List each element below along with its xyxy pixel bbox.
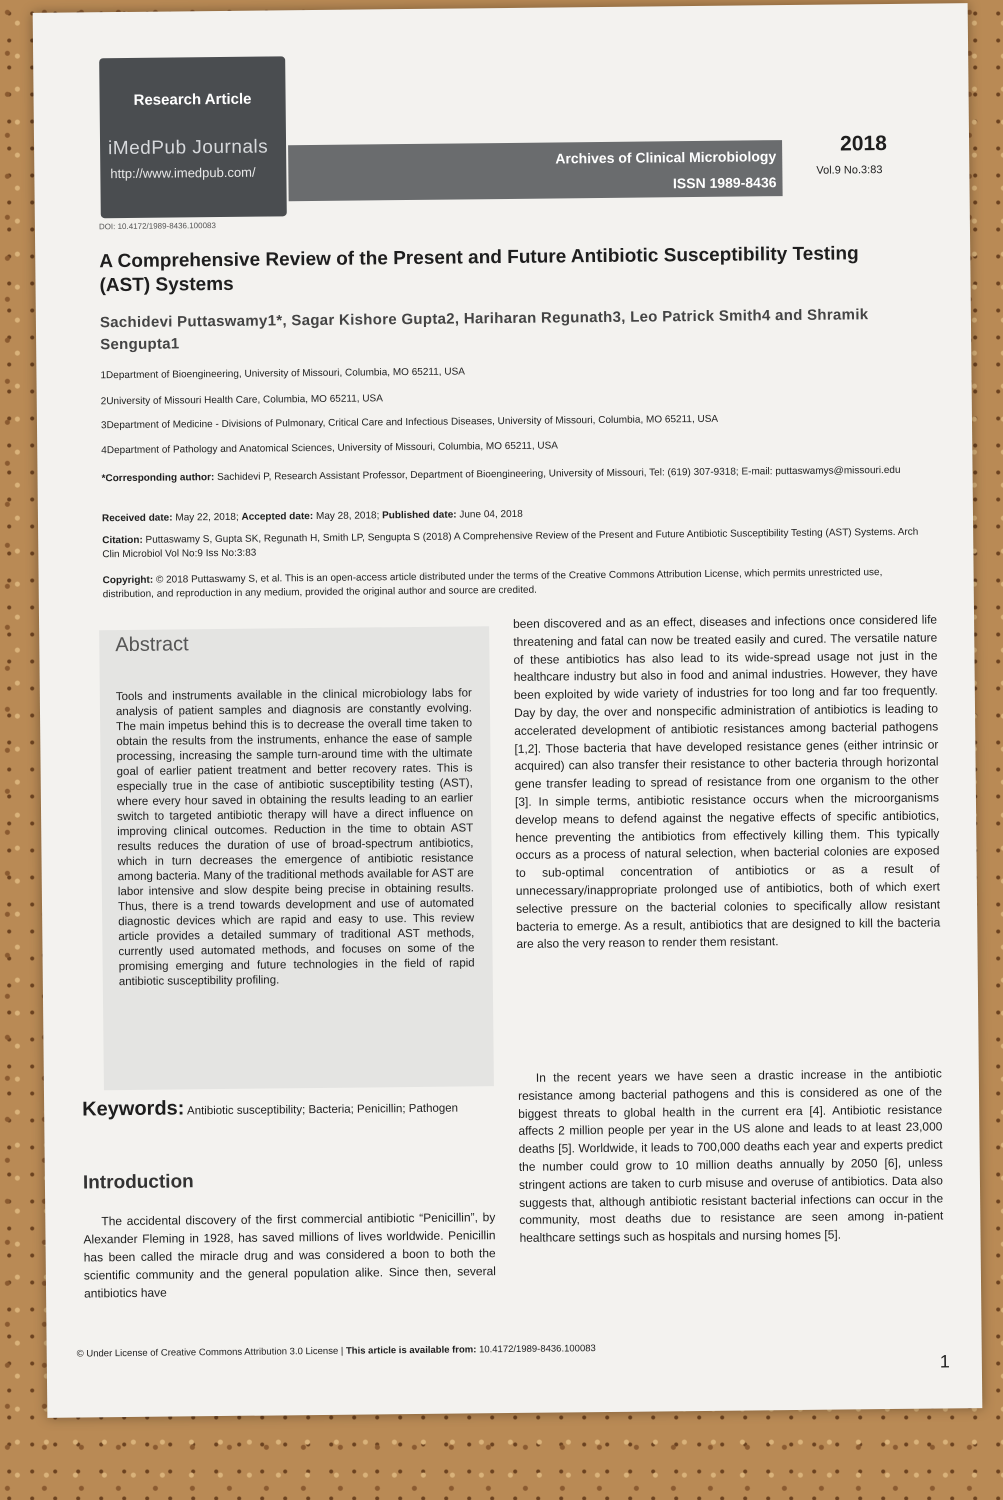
volume-info: Vol.9 No.3:83 [816,164,883,177]
journal-name: Archives of Clinical Microbiology [555,148,777,167]
publisher-badge [99,56,287,218]
introduction-paragraph: The accidental discovery of the first commercial antibiotic “Penicillin”, by Alexander Fleming in 1928, has saved millions of lives worldwide. Penicillin has been called the miracle drug and was considered a boon to both the scientific community and the general population alike. Since then, several antibiotics have [83,1210,496,1301]
footer-license: © Under License of Creative Commons Attribution 3.0 License | [76,1345,344,1360]
copyright-label: Copyright: [102,574,154,587]
publication-year: 2018 [839,131,887,156]
corresponding-label: *Corresponding author: [101,472,215,485]
copyright [103,566,933,603]
abstract-heading: Abstract [115,633,189,657]
publisher-url: http://www.imedpub.com/ [110,164,256,182]
author-list: Sachidevi Puttaswamy1*, Sagar Kishore Gupta2, Hariharan Regunath3, Leo Patrick Smith4 and Shramik Sengupta1 [99,306,869,354]
page-footer [77,1343,596,1359]
doi: DOI: 10.4172/1989-8436.100083 [98,221,216,232]
introduction-heading: Introduction [82,1171,194,1194]
abstract-text: Tools and instruments available in the clinical microbiology labs for analysis of patient samples and diagnosis are constantly evolving. The main impetus behind this is to decrease the overall time taken to obtain the results from the instruments, enhance the ease of sample processing, increasing the sample turn-around time with the ultimate goal of earlier patient treatment and better recovery rates. This is especially true in the case of antibiotic susceptibility testing (AST), where every hour saved in obtaining the results leading to an earlier switch to targeted antibiotic therapy will have a direct influence on improving clinical outcomes. Reduction in the time to obtain AST results reduces the duration of use of broad-spectrum antibiotics, which in turn decreases the emergence of antibiotic resistance among bacteria. Many of the traditional methods available for AST are labor intensive and slow despite being precise in obtaining results. Thus, there is a trend towards development and use of automated diagnostic devices which are rapid and easy to use. This review article provides a detailed summary of traditional AST methods, currently used automated methods, and focuses on some of the promising emerging and future technologies in the field of rapid antibiotic susceptibility profiling. [115,687,475,989]
paper-page [33,3,983,1418]
citation-text: Puttaswamy S, Gupta SK, Regunath H, Smith LP, Sengupta S (2018) A Comprehensive Review of the Present and Future Antibiotic Susceptibility Testing (AST) Systems. Arch Clin Microbiol Vol No:9 Iss No:3:83 [102,526,919,561]
keywords-text: Antibiotic susceptibility; Bacteria; Penicillin; Pathogen [186,1102,459,1118]
right-column-paragraph-2: In the recent years we have seen a drastic increase in the antibiotic resistance among bacterial pathogens and this is considered as one of the biggest threats to global health in the current era [4]. Antibiotic resistance affects 2 million people per year in the US alone and leads to at least 23,000 deaths [5]. Worldwide, it leads to 700,000 deaths each year and experts predict the number could grow to 10 million deaths annually by 2050 [6], unless stringent actions are taken to curb misuse and overuse of antibiotics. Data also suggests that, although antibiotic resistant bacterial infections can occur in the community, most deaths due to resistance are seen among in-patient healthcare settings such as hospitals and nursing homes [5]. [517,1066,944,1246]
received-date: May 22, 2018; [175,511,239,524]
footer-doi: 10.4172/1989-8436.100083 [478,1343,596,1356]
corresponding-text: Sachidevi P, Research Assistant Professor, Department of Bioengineering, University of Missouri, Tel: (619) 307-9318; E-mail: puttaswamys@missouri.edu [217,464,901,484]
citation-label: Citation: [102,534,143,547]
keywords-label: Keywords: [82,1097,185,1121]
article-dates [102,504,932,527]
journal-banner [288,140,783,201]
article-type: Research Article [133,90,252,109]
publisher-name: iMedPub Journals [107,136,269,160]
abstract-box [99,626,494,1090]
published-label: Published date: [382,509,457,522]
citation [102,526,932,563]
accepted-label: Accepted date: [241,511,314,523]
article-title: A Comprehensive Review of the Present and Future Antibiotic Susceptibility Testing (AST) Systems [99,243,859,297]
affiliation-1: 1Department of Bioengineering, University of Missouri, Columbia, MO 65211, USA [100,366,465,382]
page-number: 1 [939,1351,950,1372]
right-column-paragraph-1: been discovered and as an effect, diseases and infections once considered life threatening and fatal can now be treated easily and cured. The versatile nature of these antibiotics has also lead to its wide-spread usage not just in the healthcare industry but also in food and animal industries. However, they have been exploited by wide variety of industries for too long and far too frequently. Day by day, the over and nonspecific administration of antibiotics is leading to accelerated development of antibiotic resistances among bacterial pathogens [1,2]. Those bacteria that have developed resistance genes (either intrinsic or acquired) can also transfer their resistance to other bacteria through horizontal gene transfer leading to spread of resistance from one organism to the other [3]. In simple terms, antibiotic resistance occurs when the microorganisms develop means to defend against the negative effects of specific antibiotics, hence preventing the antibiotics from effectively killing them. This typically occurs as a process of natural selection, when bacterial colonies are exposed to sub-optimal concentration of antibiotics or as a result of unnecessary/inappropriate prolonged use of antibiotics, both of which exert selective pressure on the bacterial colonies to specifically allow resistant bacteria to emerge. As a result, antibiotics that are designed to kill the bacteria are also the very reason to render them resistant. [513,612,941,952]
accepted-date: May 28, 2018; [315,510,380,522]
journal-issn: ISSN 1989-8436 [672,174,777,192]
affiliation-3: 3Department of Medicine - Divisions of Pulmonary, Critical Care and Infectious Diseases, University of Missouri, Columbia, MO 65211, USA [100,413,719,432]
received-label: Received date: [101,512,173,525]
corresponding-author [101,464,931,487]
keywords [82,1096,502,1122]
published-date: June 04, 2018 [459,508,523,521]
affiliation-2: 2University of Missouri Health Care, Columbia, MO 65211, USA [100,393,383,408]
copyright-text: © 2018 Puttaswamy S, et al. This is an open-access article distributed under the terms of the Creative Commons Attribution License, which permits unrestricted use, distribution, and reproduction in any medium, provided the original author and source are credited. [102,567,883,601]
footer-available-label: This article is available from: [345,1344,477,1357]
affiliation-4: 4Department of Pathology and Anatomical Sciences, University of Missouri, Columbia, MO 65211, USA [101,440,558,457]
